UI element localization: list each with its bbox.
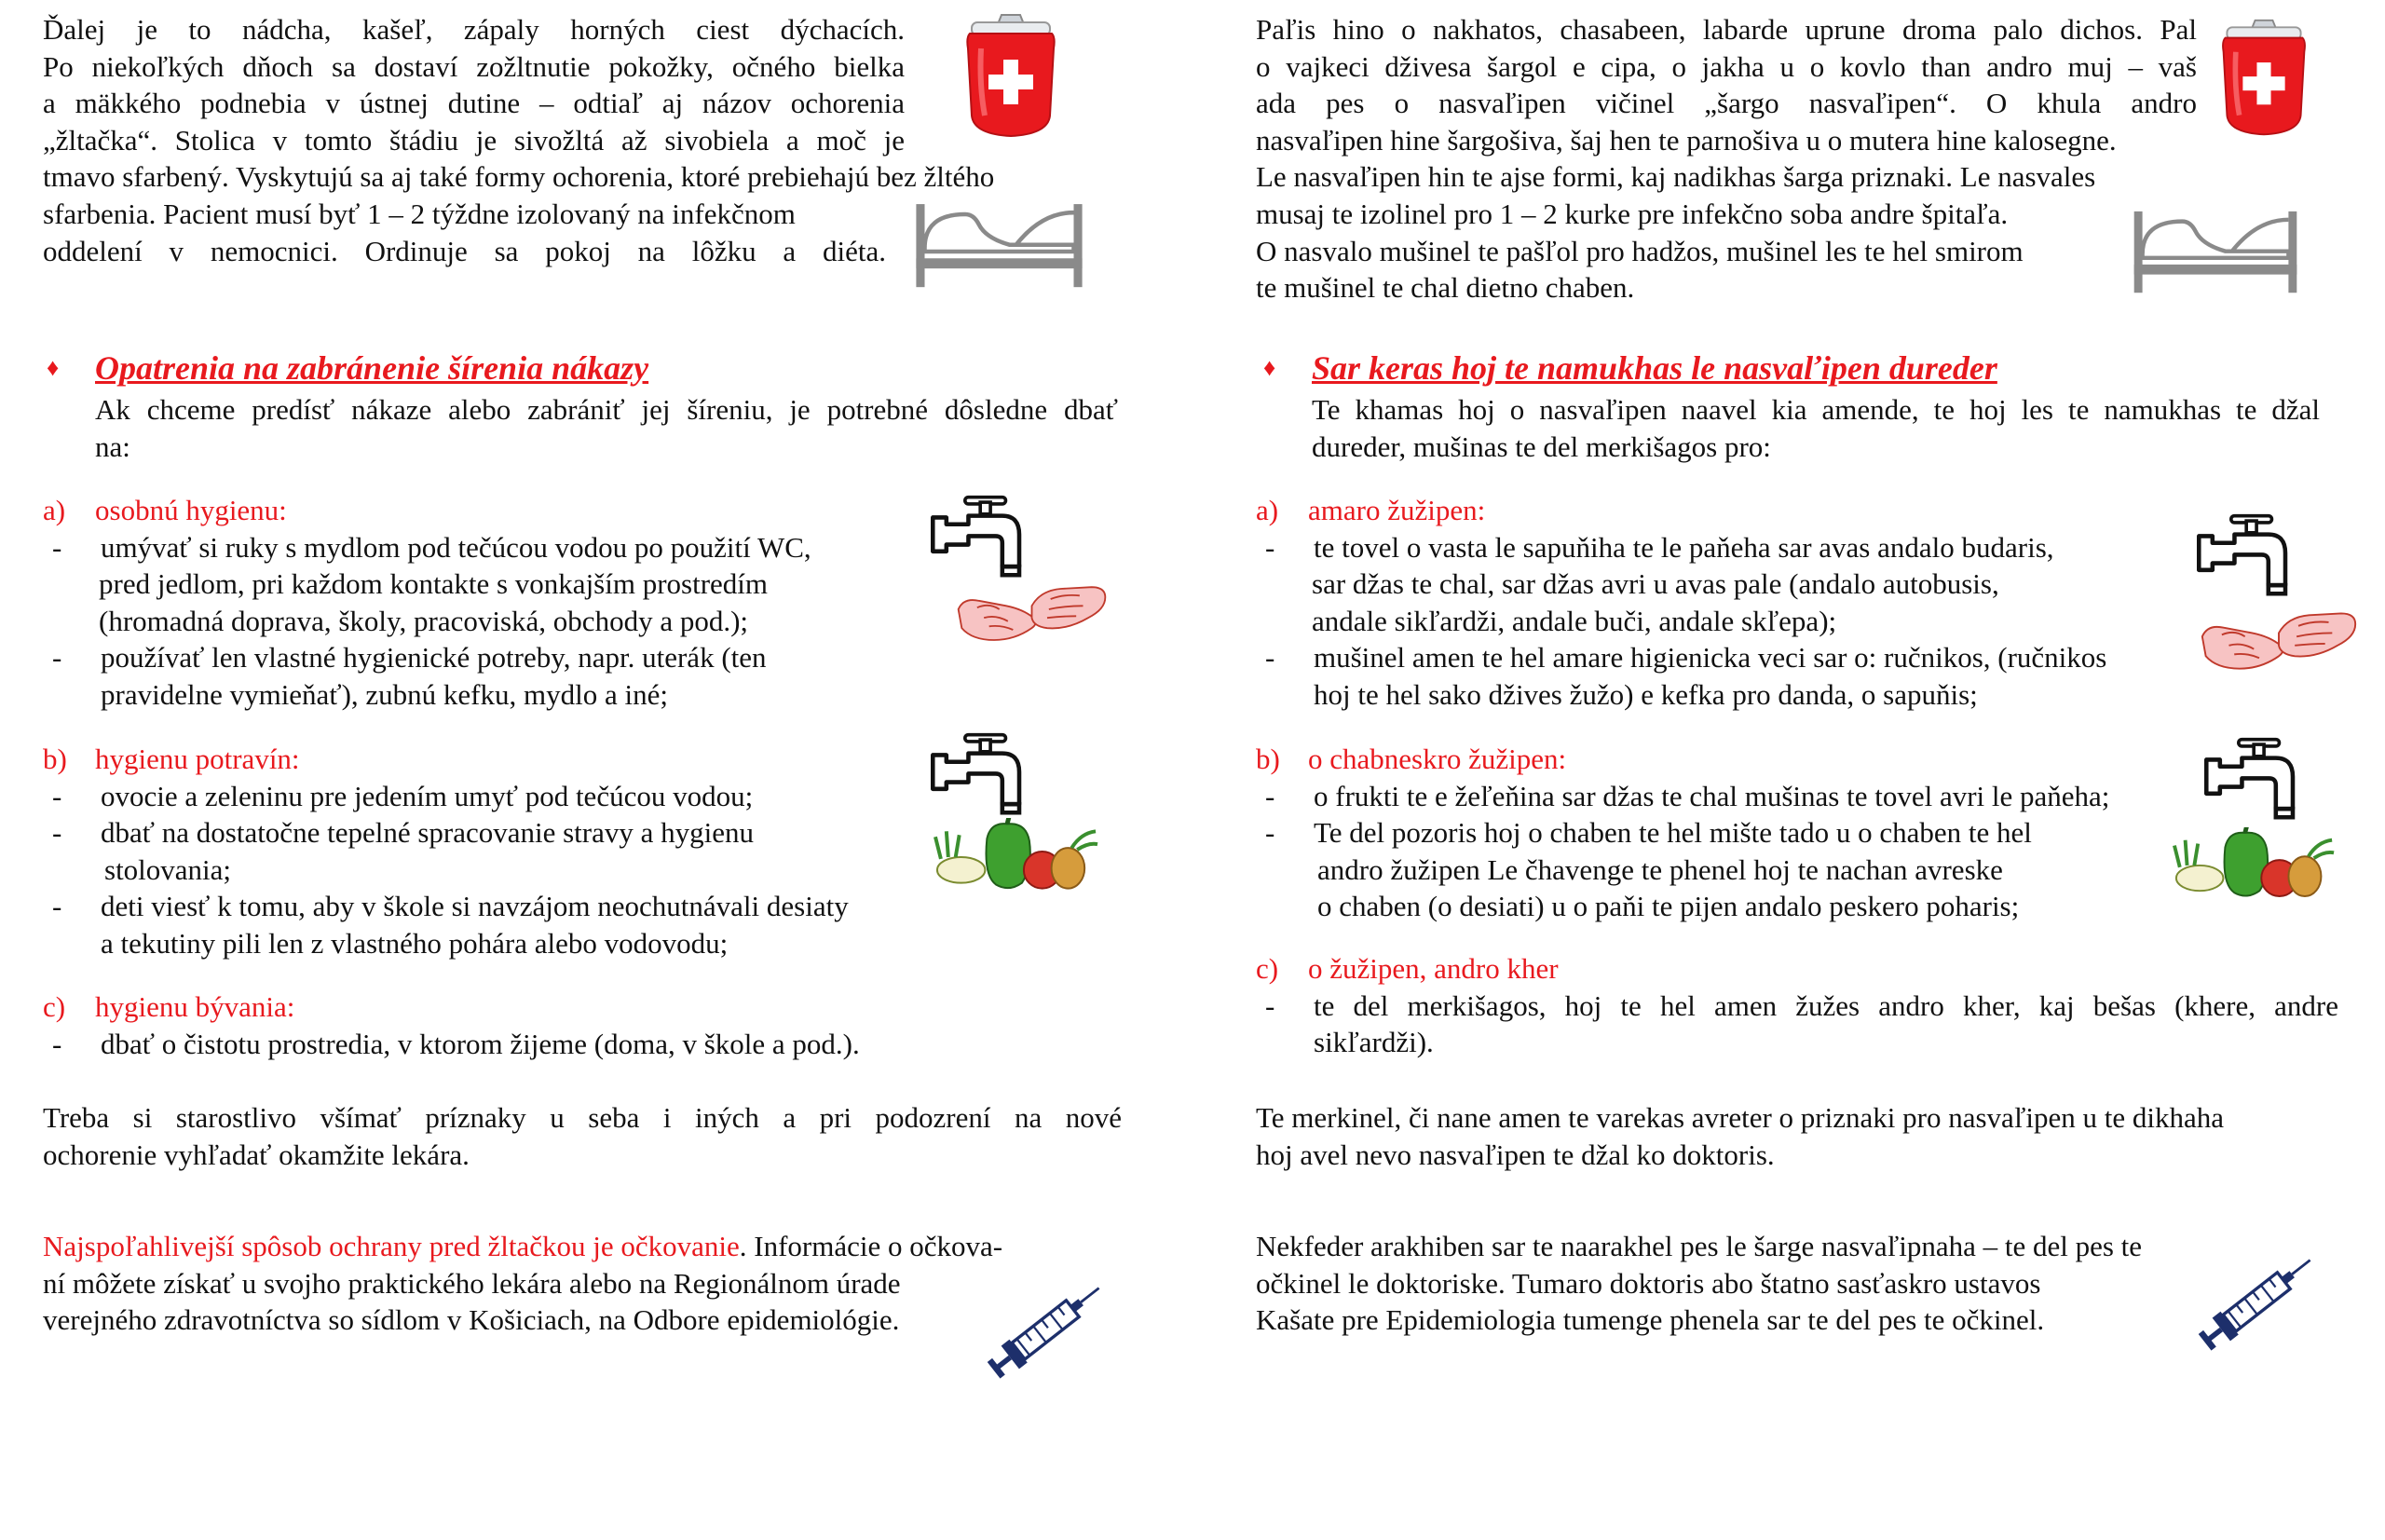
list-item-cont: stolovania;: [104, 852, 232, 886]
heading-text-line: Ak chceme predísť nákaze alebo zabrániť jej šíreniu, je potrebné dôsledne dbať: [95, 393, 1118, 426]
list-item: - mušinel amen te hel amare higienicka veci sar o: ručnikos, (ručnikos: [1265, 641, 2107, 675]
section-b: [43, 741, 849, 962]
syringe-icon: [2189, 1248, 2327, 1353]
faucet-icon: [930, 731, 1034, 825]
vaccination-line: verejného zdravotníctva so sídlom v Košiciach, na Odbore epidemiológie.: [43, 1303, 900, 1337]
intro-line: ada pes o nasvaľipen vičinel „šargo nasvaľipen“. O khula andro: [1256, 87, 2197, 120]
section-c-title: c) o žužipen, andro kher: [1256, 952, 1559, 985]
list-item-cont: sikľardži).: [1314, 1026, 1434, 1059]
heading-text-line: Te khamas hoj o nasvaľipen naavel kia amende, te hoj les te namukhas te džal: [1312, 393, 2320, 426]
vaccination-paragraph: [1256, 1228, 2142, 1339]
bed-icon: [2132, 203, 2299, 294]
vegetables-icon: [2173, 827, 2336, 900]
section-c-title: c) hygienu bývania:: [43, 990, 295, 1023]
intro-line: a mäkkého podnebia v ústnej dutine – odtiaľ aj názov ochorenia: [43, 87, 905, 120]
intro-paragraph: [1256, 11, 2197, 307]
intro-line: o vajkeci dživesa šargol e cipa, o jakha u o kovlo than andro muj – vaš: [1256, 49, 2197, 83]
intro-line: oddelení v nemocnici. Ordinuje sa pokoj na lôžku a diéta.: [43, 234, 886, 267]
section-c: [1256, 950, 2338, 1061]
list-item: - používať len vlastné hygienické potreby, napr. uterák (ten: [52, 641, 767, 675]
heading-text: [95, 391, 1118, 465]
hands-icon: [955, 579, 1109, 649]
section-heading: Sar keras hoj te namukhas le nasvaľipen dureder: [1312, 349, 1997, 387]
vaccination-highlight: Najspoľahlivejší spôsob ochrany pred žltačkou je očkovanie: [43, 1230, 740, 1262]
vaccination-line: Nekfeder arakhiben sar te naarakhel pes le šarge nasvaľipnaha – te del pes te: [1256, 1230, 2143, 1262]
section-bullet: ♦: [47, 354, 60, 381]
list-item-cont: a tekutiny pili len z vlastného pohára alebo vodovodu;: [101, 926, 729, 960]
intro-line: Po niekoľkých dňoch sa dostaví zožltnutie pokožky, očného bielka: [43, 49, 905, 83]
section-c: [43, 988, 860, 1062]
advice-paragraph: [1256, 1099, 2224, 1173]
advice-paragraph: [43, 1099, 1122, 1173]
advice-line: hoj avel nevo nasvaľipen te džal ko doktoris.: [1256, 1138, 1775, 1171]
advice-line: Te merkinel, či nane amen te varekas avreter o priznaki pro nasvaľipen u te dikhaha: [1256, 1101, 2224, 1134]
faucet-icon: [2203, 736, 2308, 829]
list-item: - deti viesť k tomu, aby v škole si navzájom neochutnávali desiaty: [52, 890, 849, 923]
vaccination-line: ní môžete získať u svojho praktického lekára alebo na Regionálnom úrade: [43, 1266, 901, 1300]
list-item-cont: hoj te hel sako džives žužo) e kefka pro danda, o sapuňis;: [1314, 677, 1978, 711]
intro-line: O nasvalo mušinel te pašľol pro hadžos, mušinel les te hel smirom: [1256, 234, 2024, 267]
left-column: [0, 0, 1146, 1540]
intro-line: Le nasvaľipen hin te ajse formi, kaj nadikhas šarga priznaki. Le nasvales: [1256, 160, 2096, 194]
intro-line: tmavo sfarbený. Vyskytujú sa aj také formy ochorenia, ktoré prebiehajú bez žltého: [43, 160, 995, 194]
section-a: [1256, 492, 2106, 714]
section-b-title: b) hygienu potravín:: [43, 743, 300, 775]
intro-line: Paľis hino o nakhatos, chasabeen, labarde uprune droma palo dichos. Pal: [1256, 13, 2197, 46]
list-item: - dbať o čistotu prostredia, v ktorom žijeme (doma, v škole a pod.).: [52, 1027, 860, 1060]
faucet-icon: [2196, 512, 2300, 606]
list-item-cont: pravidelne vymieňať), zubnú kefku, mydlo a iné;: [101, 677, 668, 711]
section-bullet: ♦: [1263, 354, 1276, 381]
vaccination-line: Kašate pre Epidemiologia tumenge phenela sar te del pes te očkinel.: [1256, 1303, 2045, 1337]
intro-line: „žltačka“. Stolica v tomto štádiu je sivožltá až sivobiela a moč je: [43, 123, 905, 157]
section-a: [43, 492, 811, 714]
intro-line: musaj te izolinel pro 1 – 2 kurke pre infekčno soba andre špitaľa.: [1256, 197, 2009, 230]
bed-icon: [913, 196, 1085, 289]
heading-text: [1312, 391, 2320, 465]
list-item-cont: sar džas te chal, sar džas avri u avas pale (andalo autobusis,: [1312, 567, 1999, 601]
blood-bag-icon: [964, 11, 1057, 142]
intro-line: nasvaľipen hine šargošiva, šaj hen te parnošiva u o mutera hine kalosegne.: [1256, 123, 2117, 157]
list-item-cont: andale sikľardži, andale buči, andale skľepa);: [1312, 604, 1837, 637]
vaccination-line: očkinel le doktoriske. Tumaro doktoris abo štatno sasťaskro ustavos: [1256, 1266, 2041, 1300]
heading-text-line: dureder, mušinas te del merkišagos pro:: [1312, 429, 1771, 463]
intro-paragraph: [43, 11, 994, 269]
list-item: - o frukti te e žeľeňina sar džas te chal mušinas te tovel avri le paňeha;: [1265, 779, 2110, 812]
list-item: - te del merkišagos, hoj te hel amen žužes andro kher, kaj bešas (khere, andre: [1265, 988, 2338, 1022]
list-item: - te tovel o vasta le sapuňiha te le paňeha sar avas andalo budaris,: [1265, 530, 2054, 564]
advice-line: Treba si starostlivo všímať príznaky u seba i iných a pri podozrení na nové: [43, 1101, 1122, 1134]
intro-line: sfarbenia. Pacient musí byť 1 – 2 týždne izolovaný na infekčnom: [43, 197, 796, 230]
list-item: - Te del pozoris hoj o chaben te hel mište tado u o chaben te hel: [1265, 816, 2032, 850]
right-column: [1211, 0, 2357, 1540]
hands-icon: [2199, 606, 2359, 678]
section-a-title: a) osobnú hygienu:: [43, 494, 287, 526]
section-b: [1256, 741, 2109, 925]
list-item-cont: pred jedlom, pri každom kontakte s vonkajším prostredím: [99, 567, 769, 601]
faucet-icon: [930, 494, 1034, 587]
advice-line: ochorenie vyhľadať okamžite lekára.: [43, 1138, 470, 1171]
heading-text-line: na:: [95, 429, 130, 463]
list-item-cont: o chaben (o desiati) u o paňi te pijen andalo peskero poharis;: [1317, 890, 2020, 923]
list-item: - umývať si ruky s mydlom pod tečúcou vodou po použití WC,: [52, 530, 811, 564]
vaccination-paragraph: [43, 1228, 1002, 1339]
vegetables-icon: [934, 818, 1099, 893]
syringe-icon: [978, 1276, 1116, 1381]
intro-line: Ďalej je to nádcha, kašeľ, zápaly horných ciest dýchacích.: [43, 13, 905, 46]
list-item: - dbať na dostatočne tepelné spracovanie stravy a hygienu: [52, 816, 755, 850]
section-heading: Opatrenia na zabránenie šírenia nákazy: [95, 349, 649, 387]
section-a-title: a) amaro žužipen:: [1256, 494, 1486, 526]
list-item: - ovocie a zeleninu pre jedením umyť pod tečúcou vodou;: [52, 779, 754, 812]
vaccination-line: Najspoľahlivejší spôsob ochrany pred žltačkou je očkovanie. Informácie o očkova-: [43, 1230, 1003, 1262]
list-item-cont: andro žužipen Le čhavenge te phenel hoj te nachan avreske: [1317, 852, 2003, 886]
section-b-title: b) o chabneskro žužipen:: [1256, 743, 1567, 775]
intro-line: te mušinel te chal dietno chaben.: [1256, 271, 1635, 305]
blood-bag-icon: [2217, 17, 2310, 140]
list-item-cont: (hromadná doprava, školy, pracoviská, obchody a pod.);: [99, 604, 749, 637]
